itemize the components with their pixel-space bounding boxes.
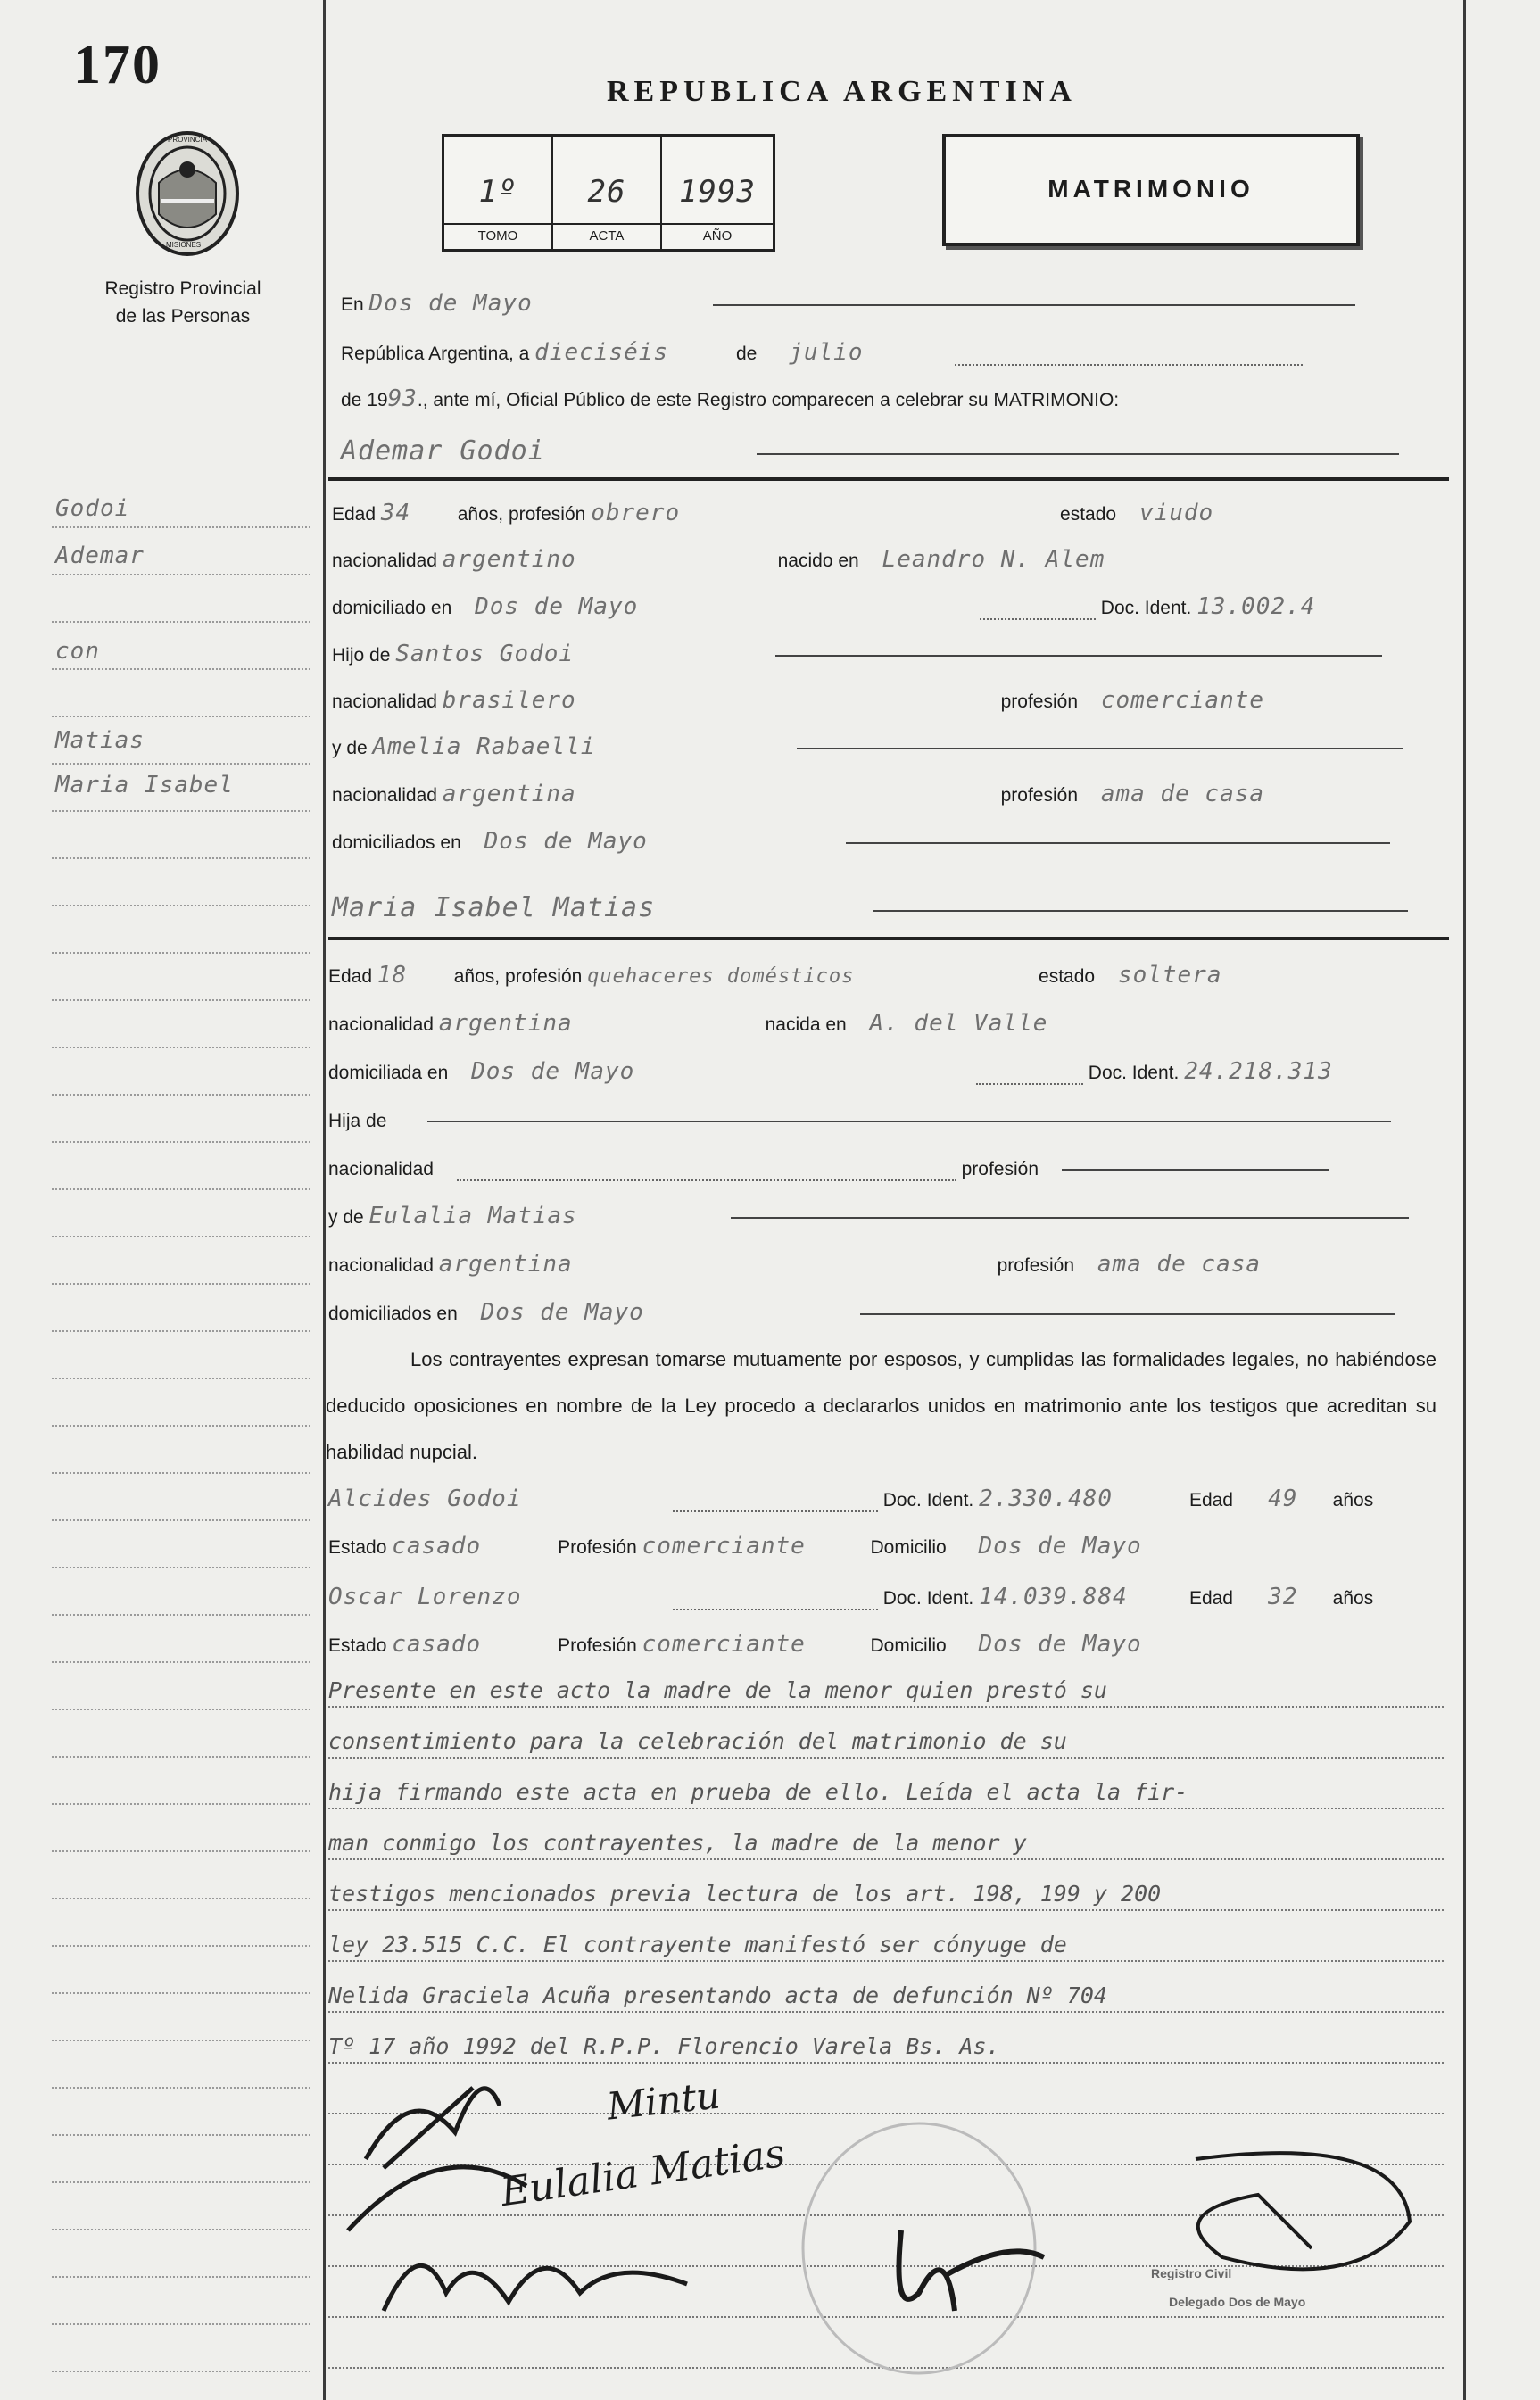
bride-name-line — [332, 892, 1408, 923]
margin-rule-line — [52, 1519, 310, 1521]
margin-rule-line — [52, 1709, 310, 1710]
margin-note-bride-surname: Matias — [55, 727, 145, 754]
observation-rule-line — [328, 1960, 1444, 1962]
margin-rule-line — [52, 1094, 310, 1096]
bride-nac-label: nacionalidad — [328, 1014, 434, 1035]
groom-nacido-label: nacido en — [777, 550, 859, 571]
bride-prof-padre-label: profesión — [961, 1159, 1039, 1179]
margin-rule-line — [52, 1614, 310, 1616]
signature-text-witness: Mintu — [604, 2073, 723, 2129]
registry-line-1: Registro Provincial — [104, 278, 261, 299]
opening-year-suffix: ., ante mí, Oficial Público de este Registro comparecen a celebrar su MATRIMONIO: — [417, 390, 1120, 410]
groom-address-line — [332, 593, 1315, 620]
groom-name-line — [341, 435, 1399, 467]
opening-place-line — [341, 290, 1355, 317]
groom-signature — [348, 2088, 526, 2230]
witness-signature-scrawl — [384, 2265, 687, 2311]
witness-2-name: Oscar Lorenzo — [328, 1584, 522, 1610]
groom-father-line — [332, 641, 1382, 667]
margin-rule-line — [52, 574, 310, 575]
bride-edad-label: Edad — [328, 966, 373, 987]
official-stamp-line-2: Delegado Dos de Mayo — [1169, 2295, 1306, 2309]
observation-rule-line — [328, 1757, 1444, 1759]
margin-rule-line — [52, 1567, 310, 1568]
witness-1-prof-label: Profesión — [558, 1537, 637, 1558]
observation-rule-line — [328, 2011, 1444, 2013]
groom-nac-label: nacionalidad — [332, 550, 437, 571]
margin-rule-line — [52, 810, 310, 812]
opening-year: 93 — [387, 385, 418, 412]
witness-1-line — [328, 1486, 1373, 1512]
record-type-box — [942, 134, 1360, 246]
groom-nationality-line — [332, 546, 1105, 573]
bride-father-line — [328, 1106, 1391, 1133]
page-number: 170 — [73, 35, 161, 95]
bride-prof-label: años, profesión — [453, 966, 583, 987]
record-type: MATRIMONIO — [1047, 175, 1254, 203]
bride-age-line — [328, 962, 1222, 989]
margin-rule-line — [52, 1047, 310, 1048]
bride-nacida: A. del Valle — [869, 1010, 1048, 1037]
witness-2-line — [328, 1584, 1373, 1610]
registry-label — [62, 275, 303, 330]
witness-2-profesion: comerciante — [642, 1631, 806, 1658]
groom-hijo-label: Hijo de — [332, 645, 391, 666]
bride-nacionalidad: argentina — [438, 1010, 573, 1037]
observation-rule-line — [328, 1808, 1444, 1809]
observation-line-7: Nelida Graciela Acuña presentando acta de defunción Nº 704 — [328, 1982, 1107, 2008]
observation-line-4: man conmigo los contrayentes, la madre de la menor y — [328, 1830, 1027, 1856]
witness-1-estado-label: Estado — [328, 1537, 387, 1558]
faint-stamp-circle — [803, 2123, 1035, 2373]
bride-separator — [328, 937, 1449, 940]
groom-prof-madre-label: profesión — [1000, 785, 1079, 806]
margin-rule-line — [52, 2276, 310, 2278]
ref-acta-value: 26 — [587, 174, 626, 210]
seal-text-bottom: MISIONES — [166, 241, 202, 249]
margin-rule-line — [52, 1898, 310, 1899]
bride-dom-label: domiciliada en — [328, 1063, 449, 1083]
witness-2-details-line — [328, 1631, 1142, 1658]
margin-rule-line — [52, 1188, 310, 1190]
groom-mother-line — [332, 733, 1403, 760]
ref-acta-label: ACTA — [553, 223, 660, 244]
bride-address-line — [328, 1058, 1333, 1085]
margin-rule-line — [52, 1945, 310, 1947]
ref-tomo-label: TOMO — [444, 223, 551, 244]
observation-rule-line — [328, 1909, 1444, 1911]
margin-rule-line — [52, 1992, 310, 1994]
seal-text-top: PROVINCIA — [168, 136, 208, 144]
witness-2-dom-label: Domicilio — [870, 1635, 947, 1656]
opening-rep-label: República Argentina, a — [341, 343, 530, 364]
bride-nac-padre-label: nacionalidad — [328, 1159, 434, 1179]
witness-1-profesion: comerciante — [642, 1533, 806, 1560]
margin-rule-line — [52, 2087, 310, 2089]
witness-1-edad: 49 — [1268, 1486, 1298, 1512]
margin-note-name: Ademar — [55, 542, 145, 569]
witness-1-dom-label: Domicilio — [870, 1537, 947, 1558]
bride-madre: Eulalia Matias — [368, 1203, 577, 1229]
bride-edad: 18 — [377, 962, 408, 989]
declaration-text: Los contrayentes expresan tomarse mutuamente por esposos, y cumplidas las formalidades legales, no habiéndose deducido oposiciones en nombre de la Ley procedo a declararlos unidos en matrimonio ante los testigos que acreditan su habilidad nupcial. — [326, 1348, 1437, 1463]
opening-day: dieciséis — [534, 339, 669, 366]
margin-rule-line — [52, 999, 310, 1001]
bride-nacida-label: nacida en — [765, 1014, 847, 1035]
official-stamp-line-1: Registro Civil — [1151, 2266, 1232, 2280]
margin-rule-line — [52, 1850, 310, 1852]
bride-profesion: quehaceres domésticos — [587, 965, 855, 988]
bride-doc: 24.218.313 — [1184, 1058, 1333, 1085]
groom-nac-padre: brasilero — [442, 687, 576, 714]
bride-doc-label: Doc. Ident. — [1088, 1063, 1180, 1083]
groom-prof-madre: ama de casa — [1100, 781, 1265, 807]
witness-2-prof-label: Profesión — [558, 1635, 637, 1656]
groom-domicilio: Dos de Mayo — [475, 593, 639, 620]
witness-1-anos: años — [1332, 1490, 1374, 1510]
bride-mother-nat-line — [328, 1251, 1261, 1278]
reference-box — [442, 134, 775, 252]
margin-rule-line — [52, 1236, 310, 1237]
margin-rule-line — [52, 2134, 310, 2136]
opening-place: Dos de Mayo — [368, 290, 533, 317]
witness-2-signature — [899, 2230, 1045, 2311]
groom-nac-madre: argentina — [442, 781, 576, 807]
groom-dom-label: domiciliado en — [332, 598, 452, 618]
margin-rule-line — [52, 1283, 310, 1285]
witness-1-domicilio: Dos de Mayo — [978, 1533, 1142, 1560]
ref-tomo — [444, 137, 553, 249]
bride-name: Maria Isabel Matias — [332, 892, 656, 923]
left-margin-rule — [323, 0, 326, 2400]
province-seal-icon — [134, 129, 241, 259]
bride-estado: soltera — [1117, 962, 1222, 989]
ref-acta — [553, 137, 662, 249]
ref-ano — [662, 137, 773, 249]
opening-month: julio — [789, 339, 864, 366]
observation-line-8: Tº 17 año 1992 del R.P.P. Florencio Varela Bs. As. — [328, 2033, 1000, 2059]
margin-rule-line — [52, 1472, 310, 1474]
margin-rule-line — [52, 2229, 310, 2230]
observation-line-6: ley 23.515 C.C. El contrayente manifestó ser cónyuge de — [328, 1932, 1067, 1957]
margin-note-surname: Godoi — [55, 495, 130, 522]
witness-1-details-line — [328, 1533, 1142, 1560]
margin-rule-line — [52, 905, 310, 906]
registry-line-2: de las Personas — [115, 306, 251, 327]
bride-prof-madre-label: profesión — [997, 1255, 1075, 1276]
signature-area — [330, 2025, 1454, 2382]
bride-prof-madre: ama de casa — [1097, 1251, 1262, 1278]
groom-edad-label: Edad — [332, 504, 377, 525]
groom-estado-label: estado — [1060, 504, 1117, 525]
officer-signature — [1196, 2153, 1410, 2269]
bride-hija-label: Hija de — [328, 1111, 387, 1131]
witness-2-estado-label: Estado — [328, 1635, 387, 1656]
witness-2-doc: 14.039.884 — [979, 1584, 1128, 1610]
margin-rule-line — [52, 1803, 310, 1805]
bride-father-nat-line — [328, 1154, 1329, 1181]
witness-1-doc: 2.330.480 — [979, 1486, 1113, 1512]
groom-nacionalidad: argentino — [442, 546, 576, 573]
groom-estado: viudo — [1138, 500, 1214, 526]
groom-name: Ademar Godoi — [341, 435, 545, 467]
bride-parents-address-line — [328, 1299, 1395, 1326]
groom-prof-padre-label: profesión — [1000, 691, 1079, 712]
witness-2-doc-label: Doc. Ident. — [882, 1588, 974, 1609]
observation-line-2: consentimiento para la celebración del matrimonio de su — [328, 1728, 1067, 1754]
bride-doms: Dos de Mayo — [480, 1299, 644, 1326]
witness-1-estado: casado — [392, 1533, 482, 1560]
observation-line-1: Presente en este acto la madre de la menor quien prestó su — [328, 1677, 1107, 1703]
witness-1-edad-label: Edad — [1188, 1490, 1233, 1510]
groom-separator — [328, 477, 1449, 481]
groom-madre: Amelia Rabaelli — [372, 733, 596, 760]
margin-rule-line — [52, 1378, 310, 1379]
witness-2-edad: 32 — [1268, 1584, 1298, 1610]
groom-mother-nat-line — [332, 781, 1264, 807]
witness-2-edad-label: Edad — [1188, 1588, 1233, 1609]
bride-doms-label: domiciliados en — [328, 1303, 458, 1324]
margin-rule-line — [52, 668, 310, 670]
margin-note-bride-name: Maria Isabel — [55, 772, 234, 799]
groom-doc-label: Doc. Ident. — [1100, 598, 1192, 618]
margin-rule-line — [52, 1425, 310, 1427]
margin-rule-line — [52, 763, 310, 765]
margin-rule-line — [52, 857, 310, 859]
groom-profesion: obrero — [591, 500, 681, 526]
groom-prof-label: años, profesión — [457, 504, 586, 525]
witness-2-estado: casado — [392, 1631, 482, 1658]
margin-rule-line — [52, 1141, 310, 1143]
observation-line-5: testigos mencionados previa lectura de los art. 198, 199 y 200 — [328, 1881, 1162, 1907]
groom-padre: Santos Godoi — [395, 641, 575, 667]
groom-parents-address-line — [332, 828, 1390, 855]
groom-nac-madre-label: nacionalidad — [332, 785, 437, 806]
groom-prof-padre: comerciante — [1100, 687, 1265, 714]
bride-yde-label: y de — [328, 1207, 364, 1228]
right-margin-rule — [1463, 0, 1466, 2400]
groom-nac-padre-label: nacionalidad — [332, 691, 437, 712]
witness-1-name: Alcides Godoi — [328, 1486, 522, 1512]
margin-rule-line — [52, 621, 310, 623]
margin-rule-line — [52, 526, 310, 528]
margin-rule-line — [52, 952, 310, 954]
margin-rule-line — [52, 2040, 310, 2041]
signature-text-mother: Eulalia Matias — [498, 2130, 788, 2216]
groom-age-line — [332, 500, 1213, 526]
groom-edad: 34 — [380, 500, 411, 526]
groom-doms-label: domiciliados en — [332, 832, 461, 853]
witness-2-domicilio: Dos de Mayo — [978, 1631, 1142, 1658]
witness-2-anos: años — [1332, 1588, 1374, 1609]
margin-note-con: con — [55, 638, 100, 665]
opening-year-line — [341, 385, 1119, 412]
bride-nac-madre-label: nacionalidad — [328, 1255, 434, 1276]
margin-rule-line — [52, 2181, 310, 2183]
opening-date-line — [341, 339, 1303, 366]
country-title: REPUBLICA ARGENTINA — [607, 75, 1077, 108]
opening-de-label: de — [736, 343, 758, 364]
ref-tomo-value: 1º — [478, 174, 517, 210]
observation-line-3: hija firmando este acta en prueba de ello. Leída el acta la fir- — [328, 1779, 1188, 1805]
bride-nationality-line — [328, 1010, 1047, 1037]
margin-rule-line — [52, 716, 310, 717]
observation-rule-line — [328, 1858, 1444, 1860]
ref-ano-label: AÑO — [662, 223, 773, 244]
groom-doms: Dos de Mayo — [484, 828, 648, 855]
bride-nac-madre: argentina — [438, 1251, 573, 1278]
margin-rule-line — [52, 1330, 310, 1332]
witness-1-doc-label: Doc. Ident. — [882, 1490, 974, 1510]
bride-mother-line — [328, 1203, 1409, 1229]
opening-year-prefix: de 19 — [341, 390, 388, 410]
margin-rule-line — [52, 2323, 310, 2325]
observation-rule-line — [328, 1706, 1444, 1708]
margin-rule-line — [52, 1661, 310, 1663]
bride-estado-label: estado — [1039, 966, 1096, 987]
groom-doc: 13.002.4 — [1196, 593, 1316, 620]
margin-rule-line — [52, 2371, 310, 2372]
ref-ano-value: 1993 — [679, 174, 756, 210]
margin-rule-line — [52, 1756, 310, 1758]
opening-en-label: En — [341, 294, 364, 315]
bride-domicilio: Dos de Mayo — [471, 1058, 635, 1085]
groom-yde-label: y de — [332, 738, 368, 758]
groom-father-nat-line — [332, 687, 1264, 714]
groom-nacido: Leandro N. Alem — [882, 546, 1105, 573]
